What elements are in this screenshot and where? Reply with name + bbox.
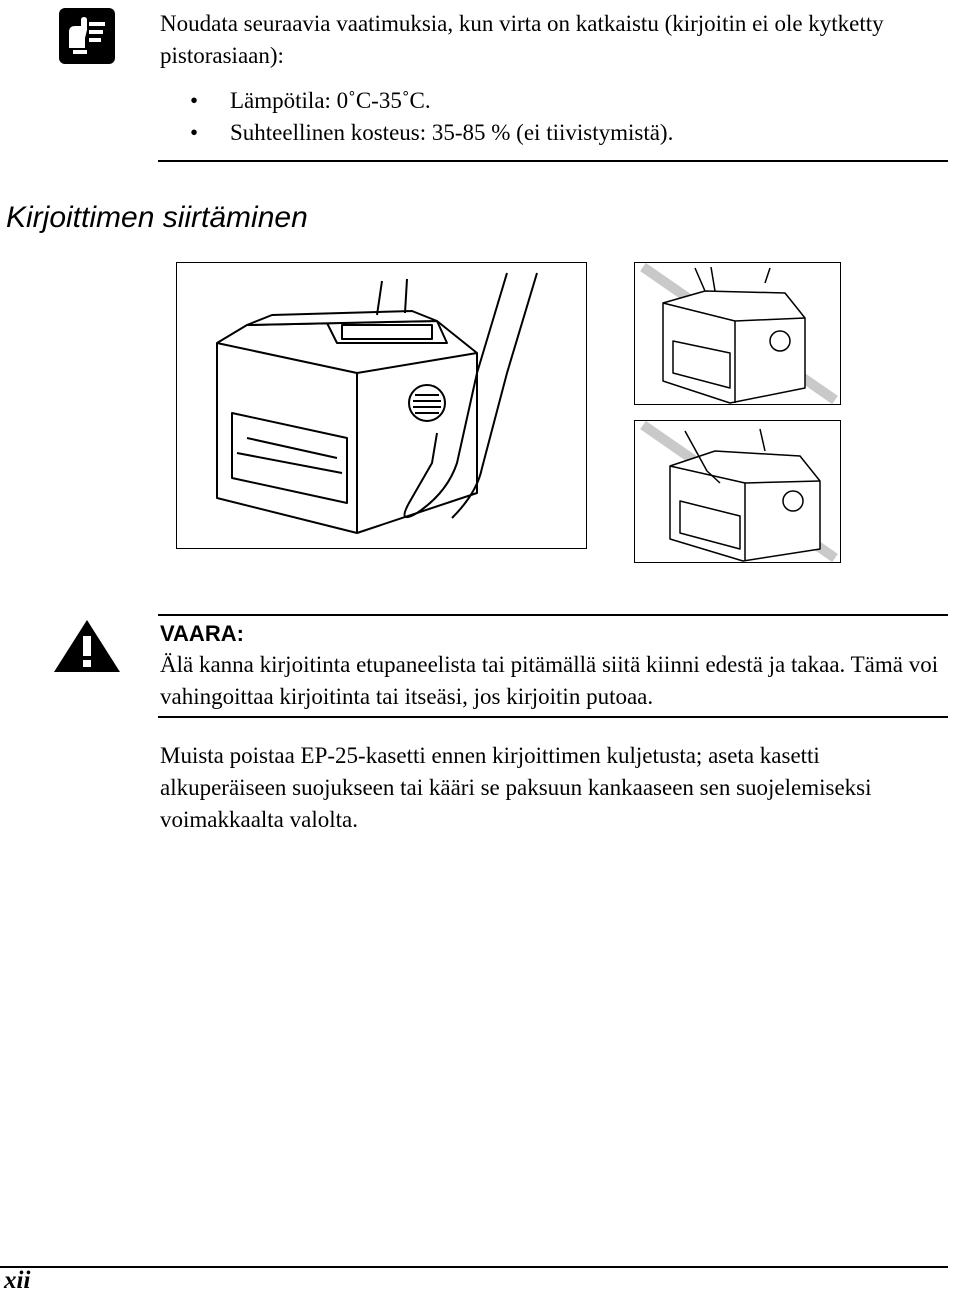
note-divider xyxy=(158,160,948,162)
requirements-list xyxy=(190,85,673,149)
transport-instructions: Muista poistaa EP-25-kasetti ennen kirjoittimen kuljetusta; aseta kasetti alkuperäiseen suojukseen tai kääri se paksuun kankaaseen sen suojelemiseksi voimakkaalta valolta. xyxy=(160,743,872,832)
printer-lifted-by-paper-tray-prohibited-illustration xyxy=(634,420,841,563)
printer-lifted-by-front-panel-prohibited-illustration xyxy=(634,262,841,405)
list-item: • Lämpötila: 0˚C-35˚C. xyxy=(190,85,673,117)
warning-triangle-icon xyxy=(52,618,122,674)
footer-divider xyxy=(0,1266,948,1268)
warning-top-divider xyxy=(158,614,948,616)
note-text: Noudata seuraavia vaatimuksia, kun virta on katkaistu (kirjoitin ei ole kytketty pistorasiaan): xyxy=(160,11,884,68)
warning-bottom-divider xyxy=(158,716,948,718)
warning-text: Älä kanna kirjoitinta etupaneelista tai pitämällä siitä kiinni edestä ja takaa. Tämä voi vahingoittaa kirjoitinta tai itseäsi, jos kirjoitin putoaa. xyxy=(160,652,939,709)
page-number: xii xyxy=(4,1267,31,1294)
note-hand-icon xyxy=(59,8,115,64)
section-title: Kirjoittimen siirtäminen xyxy=(6,201,308,234)
warning-title: VAARA: xyxy=(160,621,244,646)
list-item: • Suhteellinen kosteus: 35-85 % (ei tiivistymistä). xyxy=(190,117,673,149)
printer-carried-correctly-illustration xyxy=(176,262,587,549)
